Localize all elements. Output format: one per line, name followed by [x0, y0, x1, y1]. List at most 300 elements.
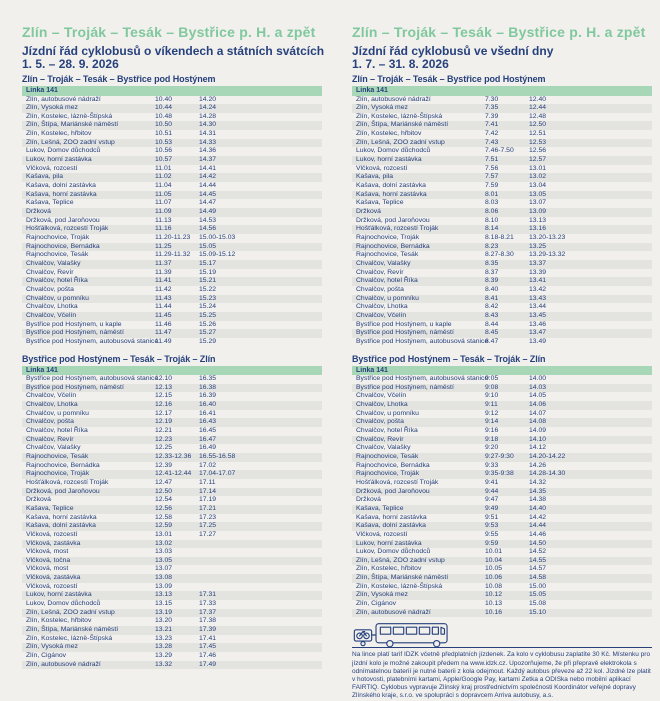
departure-time-1: 12.10	[155, 375, 173, 383]
stop-name: Zlín, Vysoká mez	[26, 104, 78, 112]
timetable-row	[22, 635, 322, 644]
departure-time-1: 10.51	[155, 130, 173, 138]
departure-time-1: 10.01	[485, 548, 503, 556]
stop-name: Rajnochovice, Bernádka	[26, 461, 100, 469]
fare-information-note: Na lince platí tarif IDZK včetně předplatních jízdenek. Za kolo v cyklobusu zaplatíte 30 Kč. Místenku pro jízdní kolo je možné zakoupit předem na www.idzk.cz. Upozorňujeme, že při přepravě elektrokola s odnímatelnou baterií je nutné baterii z kola odejmout. Každý autobus převeze až 22 kol. Jízdné lze platit v hotovosti, platebními kartami, Apple/Google Pay, kartami Zetka a ODISka nebo mobilní aplikací FAIRTIQ. Cyklobus vypravuje Zlínský kraj prostřednictvím společnosti Koordinátor veřejné dopravy Zlínského kraje, s.r.o. ve spolupráci s dopravcem Arriva autobusy, a.s.	[352, 651, 651, 700]
departure-time-2: 14.20	[199, 95, 217, 103]
departure-time-2: 17.25	[199, 522, 217, 530]
stop-name: Lukov, Domov důchodců	[26, 147, 101, 155]
departure-time-2: 12.56	[529, 147, 547, 155]
departure-time-1: 8.03	[485, 199, 499, 207]
departure-time-1: 12.16	[155, 401, 173, 408]
timetable-row	[352, 208, 652, 217]
departure-time-2: 16.49	[199, 444, 217, 452]
timetable-row	[22, 488, 322, 497]
stop-name: Chvalčov, Valašky	[26, 259, 81, 267]
timetable-row	[22, 156, 322, 165]
departure-time-2: 17.14	[199, 487, 217, 495]
departure-time-2: 15.21	[199, 277, 217, 285]
departure-time-1: 7.51	[485, 156, 499, 164]
departure-time-2: 14.33	[199, 138, 217, 146]
departure-time-1: 11.42	[155, 285, 172, 293]
departure-time-1: 7.39	[485, 112, 499, 120]
departure-time-1: 13.15	[155, 600, 173, 608]
timetable-row	[352, 453, 652, 462]
departure-time-2: 17.27	[199, 530, 217, 538]
stop-name: Chvalčov, u pomníku	[356, 294, 419, 302]
timetable-row	[22, 436, 322, 445]
departure-time-2: 15.19	[199, 268, 217, 276]
departure-time-1: 12.39	[155, 461, 173, 469]
departure-time-2: 17.38	[199, 617, 217, 625]
departure-time-1: 8.10	[485, 216, 499, 224]
departure-time-2: 17.33	[199, 600, 217, 608]
departure-time-1: 10.06	[485, 574, 503, 582]
departure-time-2: 17.21	[199, 504, 217, 512]
departure-time-1: 8.43	[485, 311, 499, 319]
departure-time-2: 13.02	[529, 173, 547, 181]
direction-header-return: Bystřice pod Hostýnem – Tesák – Troják – Zlín	[352, 353, 546, 364]
departure-time-2: 14.28	[199, 112, 217, 120]
timetable-row	[22, 617, 322, 626]
departure-time-1: 9:27-9:30	[485, 452, 514, 460]
timetable-row	[22, 199, 322, 208]
departure-time-2: 16.43	[199, 418, 217, 426]
stop-name: Rajnochovice, Tesák	[26, 452, 89, 460]
timetable-row	[352, 303, 652, 312]
departure-time-2: 13.07	[529, 199, 547, 207]
timetable-row	[22, 208, 322, 217]
departure-time-1: 9:41	[485, 478, 499, 486]
stop-name: Chvalčov, Revír	[356, 268, 404, 276]
stop-name: Vlčková, most	[26, 565, 69, 573]
departure-time-2: 13.16	[529, 225, 547, 233]
timetable-row	[22, 557, 322, 566]
departure-time-2: 12.53	[529, 138, 547, 146]
departure-time-1: 8.14	[485, 225, 499, 233]
timetable-row	[352, 548, 652, 557]
stop-name: Zlín, Kostelec, hřbitov	[356, 565, 422, 573]
departure-time-2: 12.57	[529, 156, 547, 164]
timetable-row	[22, 165, 322, 174]
stop-name: Kašava, pila	[356, 173, 394, 181]
departure-time-2: 15.26	[199, 320, 217, 328]
departure-time-1: 7.42	[485, 130, 499, 138]
departure-time-1: 8.01	[485, 190, 499, 198]
timetable-row	[22, 583, 322, 592]
timetable-row	[352, 225, 652, 234]
timetable-row	[352, 182, 652, 191]
stop-name: Zlín, Lešná, ZOO zadní vstup	[26, 608, 115, 616]
departure-time-1: 10.04	[485, 556, 503, 564]
departure-time-1: 7.56	[485, 164, 499, 172]
stop-name: Chvalčov, u pomníku	[356, 409, 419, 417]
timetable-row	[22, 329, 322, 338]
timetable-row	[22, 269, 322, 278]
stop-name: Hošťálková, rozcestí Troják	[26, 478, 109, 486]
departure-time-2: 14.41	[199, 164, 217, 172]
stop-name: Zlín, Cigánov	[356, 600, 397, 608]
date-range: 1. 7. – 31. 8. 2026	[352, 57, 449, 71]
departure-time-1: 11.29-11.32	[155, 251, 191, 259]
timetable-row	[22, 522, 322, 531]
departure-time-2: 14.28-14.30	[529, 470, 566, 478]
timetable-row	[22, 286, 322, 295]
departure-time-1: 13.32	[155, 660, 173, 668]
stop-name: Zlín, Štípa, Mariánské náměstí	[26, 626, 119, 634]
timetable-row	[352, 591, 652, 600]
stop-name: Chvalčov, Valašky	[356, 259, 411, 267]
stop-name: Hošťálková, rozcestí Troják	[26, 225, 109, 233]
timetable-row	[352, 479, 652, 488]
departure-time-1: 7.35	[485, 104, 499, 112]
departure-time-2: 15.05	[199, 242, 217, 250]
departure-time-2: 14.45	[199, 190, 217, 198]
departure-time-2: 17.02	[199, 461, 217, 469]
stop-name: Bystřice pod Hostýnem, autobusová stanice	[26, 337, 159, 345]
timetable-row	[22, 470, 322, 479]
departure-time-2: 17.45	[199, 643, 217, 651]
stop-name: Rajnochovice, Troják	[26, 470, 90, 478]
stop-name: Chvalčov, Revír	[26, 268, 74, 276]
departure-time-1: 11.07	[155, 199, 172, 207]
departure-time-2: 17.11	[199, 478, 216, 486]
stop-name: Chvalčov, hotel Říka	[26, 277, 88, 285]
timetable-row	[352, 410, 652, 419]
departure-time-1: 11.39	[155, 268, 172, 276]
departure-time-1: 11.49	[155, 337, 172, 345]
route-title: Zlín – Troják – Tesák – Bystřice p. H. a zpět	[22, 24, 316, 40]
timetable-row	[22, 410, 322, 419]
departure-time-1: 10.12	[485, 591, 503, 599]
stop-name: Zlín, Kostelec, lázně-Štípská	[356, 582, 443, 590]
direction-header-return: Bystřice pod Hostýnem – Tesák – Troják – Zlín	[22, 353, 216, 364]
stop-name: Kašava, dolní zastávka	[26, 522, 96, 530]
timetable-row	[352, 496, 652, 505]
timetable-outbound	[22, 96, 322, 347]
departure-time-1: 8.44	[485, 320, 499, 328]
departure-time-1: 13.13	[155, 591, 173, 599]
stop-name: Chvalčov, hotel Říka	[356, 426, 418, 434]
stop-name: Rajnochovice, Troják	[26, 234, 90, 241]
stop-name: Rajnochovice, Bernádka	[356, 461, 430, 469]
stop-name: Kašava, dolní zastávka	[26, 182, 96, 190]
timetable-row	[352, 462, 652, 471]
departure-time-2: 13.09	[529, 208, 547, 216]
departure-time-2: 16.45	[199, 426, 217, 434]
departure-time-2: 15.09-15.12	[199, 251, 236, 259]
departure-time-2: 13.20-13.23	[529, 234, 566, 241]
departure-time-2: 14.06	[529, 401, 547, 408]
stop-name: Chvalčov, hotel Říka	[356, 277, 418, 285]
departure-time-1: 11.13	[155, 216, 172, 224]
timetable-row	[22, 182, 322, 191]
departure-time-2: 15.00	[529, 582, 547, 590]
stop-name: Zlín, Vysoká mez	[356, 591, 408, 599]
departure-time-1: 9:20	[485, 444, 499, 452]
departure-time-2: 14.24	[199, 104, 217, 112]
departure-time-2: 16.39	[199, 392, 217, 400]
departure-time-1: 9:08	[485, 383, 499, 391]
timetable-row	[22, 260, 322, 269]
stop-name: Lukov, horní zastávka	[26, 156, 92, 164]
departure-time-1: 9:49	[485, 504, 499, 512]
departure-time-1: 11.37	[155, 259, 172, 267]
line-number-banner: Linka 141	[22, 366, 322, 376]
stop-name: Kašava, horní zastávka	[26, 190, 97, 198]
stop-name: Zlín, autobusové nádraží	[356, 608, 431, 616]
timetable-row	[22, 609, 322, 618]
timetable-row	[22, 626, 322, 635]
departure-time-2: 12.48	[529, 112, 547, 120]
stop-name: Zlín, Vysoká mez	[356, 104, 408, 112]
stop-name: Kašava, horní zastávka	[356, 190, 427, 198]
departure-time-2: 13.37	[529, 259, 547, 267]
timetable-row	[22, 173, 322, 182]
departure-time-1: 13.07	[155, 565, 173, 573]
timetable-row	[352, 173, 652, 182]
departure-time-2: 14.58	[529, 574, 547, 582]
schedule-type-subtitle: Jízdní řád cyklobusů o víkendech a státních svátcích	[22, 44, 325, 58]
timetable-row	[352, 338, 652, 347]
timetable-row	[352, 130, 652, 139]
timetable-row	[22, 104, 322, 113]
departure-time-2: 13.47	[529, 329, 547, 337]
timetable-row	[352, 312, 652, 321]
timetable-row	[352, 295, 652, 304]
timetable-row	[22, 505, 322, 514]
departure-time-2: 14.46	[529, 530, 547, 538]
stop-name: Lukov, Domov důchodců	[26, 600, 101, 608]
timetable-row	[352, 401, 652, 410]
stop-name: Kašava, horní zastávka	[356, 513, 427, 521]
stop-name: Chvalčov, Revír	[26, 435, 74, 443]
timetable-row	[352, 540, 652, 549]
departure-time-1: 9:33	[485, 461, 499, 469]
departure-time-2: 14.56	[199, 225, 217, 233]
departure-time-2: 14.03	[529, 383, 547, 391]
timetable-row	[22, 444, 322, 453]
stop-name: Chvalčov, Včelín	[26, 392, 77, 400]
stop-name: Kašava, horní zastávka	[26, 513, 97, 521]
departure-time-1: 7.43	[485, 138, 499, 146]
departure-time-1: 8.27-8.30	[485, 251, 514, 259]
departure-time-1: 10.13	[485, 600, 503, 608]
departure-time-1: 11.25	[155, 242, 172, 250]
stop-name: Bystřice pod Hostýnem, autobusová stanice	[26, 375, 159, 383]
departure-time-2: 14.44	[529, 522, 547, 530]
stop-name: Rajnochovice, Bernádka	[356, 242, 430, 250]
departure-time-2: 15.22	[199, 285, 217, 293]
stop-name: Zlín, Lešná, ZOO zadní vstup	[26, 138, 115, 146]
line-number-banner: Linka 141	[352, 86, 652, 96]
departure-time-2: 14.12	[529, 444, 547, 452]
timetable-row	[22, 496, 322, 505]
stop-name: Chvalčov, Valašky	[356, 444, 411, 452]
departure-time-2: 13.39	[529, 268, 547, 276]
departure-time-2: 17.39	[199, 626, 217, 634]
timetable-row	[352, 217, 652, 226]
departure-time-1: 13.19	[155, 608, 173, 616]
departure-time-1: 9:16	[485, 426, 499, 434]
timetable-row	[22, 418, 322, 427]
departure-time-2: 14.40	[529, 504, 547, 512]
line-number-banner: Linka 141	[352, 366, 652, 376]
departure-time-2: 14.08	[529, 418, 547, 426]
stop-name: Bystřice pod Hostýnem, autobusová stanice	[356, 375, 489, 383]
departure-time-1: 11.04	[155, 182, 172, 190]
stop-name: Zlín, Lešná, ZOO zadní vstup	[356, 138, 445, 146]
stop-name: Zlín, Kostelec, hřbitov	[26, 130, 92, 138]
timetable-row	[22, 130, 322, 139]
departure-time-2: 14.53	[199, 216, 217, 224]
departure-time-1: 9:12	[485, 409, 499, 417]
departure-time-1: 12.19	[155, 418, 173, 426]
departure-time-1: 8.42	[485, 303, 499, 311]
departure-time-2: 13.01	[529, 164, 547, 172]
departure-time-1: 12.54	[155, 496, 173, 504]
timetable-row	[22, 338, 322, 347]
timetable-row	[352, 286, 652, 295]
stop-name: Rajnochovice, Tesák	[356, 452, 419, 460]
direction-header-outbound: Zlín – Troják – Tesák – Bystřice pod Hostýnem	[352, 74, 546, 84]
departure-time-2: 14.37	[199, 156, 217, 164]
stop-name: Kašava, Teplice	[26, 199, 74, 207]
departure-time-2: 14.55	[529, 556, 547, 564]
route-title: Zlín – Troják – Tesák – Bystřice p. H. a zpět	[352, 24, 646, 40]
stop-name: Chvalčov, Lhotka	[356, 303, 408, 311]
stop-name: Vlčková, rozcestí	[26, 530, 78, 538]
timetable-row	[352, 243, 652, 252]
departure-time-2: 16.47	[199, 435, 217, 443]
timetable-row	[22, 243, 322, 252]
timetable-row	[352, 329, 652, 338]
timetable-row	[22, 540, 322, 549]
stop-name: Rajnochovice, Troják	[356, 234, 420, 241]
stop-name: Vlčková, rozcestí	[26, 164, 78, 172]
departure-time-2: 16.41	[199, 409, 217, 417]
departure-time-1: 8.23	[485, 242, 499, 250]
departure-time-2: 13.05	[529, 190, 547, 198]
stop-name: Chvalčov, pošta	[26, 418, 74, 426]
timetable-row	[22, 303, 322, 312]
departure-time-2: 14.42	[529, 513, 547, 521]
departure-time-1: 13.05	[155, 556, 173, 564]
departure-time-2: 17.46	[199, 652, 217, 660]
departure-time-2: 12.51	[529, 130, 547, 138]
departure-time-1: 8.37	[485, 268, 499, 276]
stop-name: Držková, pod Jaroňovou	[26, 487, 100, 495]
timetable-row	[22, 574, 322, 583]
departure-time-1: 13.23	[155, 634, 173, 642]
departure-time-1: 13.09	[155, 582, 173, 590]
timetable-row	[22, 392, 322, 401]
stop-name: Držková	[26, 208, 51, 216]
departure-time-2: 17.37	[199, 608, 217, 616]
stop-name: Zlín, Kostelec, hřbitov	[26, 617, 92, 625]
departure-time-1: 8.40	[485, 285, 499, 293]
departure-time-1: 10.16	[485, 608, 503, 616]
departure-time-2: 14.31	[199, 130, 217, 138]
timetable-row	[22, 384, 322, 393]
timetable-row	[22, 191, 322, 200]
timetable-row	[352, 96, 652, 105]
date-range: 1. 5. – 28. 9. 2026	[22, 57, 119, 71]
timetable-row	[22, 121, 322, 130]
timetable-row	[352, 147, 652, 156]
stop-name: Držková, pod Jaroňovou	[26, 216, 100, 224]
departure-time-1: 8.47	[485, 337, 499, 345]
departure-time-2: 13.42	[529, 285, 547, 293]
stop-name: Zlín, autobusové nádraží	[26, 95, 101, 103]
timetable-row	[352, 565, 652, 574]
departure-time-1: 8.35	[485, 259, 499, 267]
departure-time-2: 17.23	[199, 513, 217, 521]
departure-time-2: 14.20-14.22	[529, 452, 566, 460]
timetable-row	[22, 217, 322, 226]
departure-time-2: 13.29-13.32	[529, 251, 566, 259]
timetable-row	[22, 401, 322, 410]
departure-time-1: 12.56	[155, 504, 173, 512]
departure-time-1: 10.57	[155, 156, 173, 164]
departure-time-1: 7.59	[485, 182, 499, 190]
stop-name: Kašava, Teplice	[356, 199, 404, 207]
departure-time-2: 14.05	[529, 392, 547, 400]
departure-time-1: 13.02	[155, 539, 173, 547]
stop-name: Vlčková, točna	[26, 556, 71, 564]
stop-name: Rajnochovice, Troják	[356, 470, 420, 478]
timetable-row	[22, 531, 322, 540]
departure-time-1: 11.05	[155, 190, 172, 198]
departure-time-1: 9:14	[485, 418, 499, 426]
stop-name: Vlčková, rozcestí	[356, 164, 408, 172]
departure-time-2: 17.49	[199, 660, 217, 668]
timetable-row	[22, 321, 322, 330]
departure-time-1: 13.28	[155, 643, 173, 651]
direction-header-outbound: Zlín – Troják – Tesák – Bystřice pod Hostýnem	[22, 74, 216, 84]
stop-name: Chvalčov, pošta	[356, 418, 404, 426]
departure-time-1: 12.59	[155, 522, 173, 530]
stop-name: Držková	[356, 208, 381, 216]
departure-time-1: 13.20	[155, 617, 173, 625]
stop-name: Zlín, Kostelec, hřbitov	[356, 130, 422, 138]
timetable-row	[352, 514, 652, 523]
departure-time-2: 13.13	[529, 216, 547, 224]
departure-time-1: 12.21	[155, 426, 173, 434]
departure-time-1: 9:18	[485, 435, 499, 443]
departure-time-1: 11.16	[155, 225, 172, 233]
departure-time-2: 16.40	[199, 401, 217, 408]
timetable-row	[352, 321, 652, 330]
departure-time-2: 15.00-15.03	[199, 234, 236, 241]
stop-name: Kašava, Teplice	[26, 504, 74, 512]
timetable-row	[22, 479, 322, 488]
departure-time-2: 14.57	[529, 565, 547, 573]
departure-time-2: 13.41	[529, 277, 547, 285]
departure-time-2: 13.46	[529, 320, 547, 328]
timetable-row	[352, 165, 652, 174]
departure-time-1: 9:53	[485, 522, 499, 530]
departure-time-1: 11.44	[155, 303, 172, 311]
footer-divider	[352, 622, 652, 648]
departure-time-1: 10.44	[155, 104, 173, 112]
departure-time-2: 14.49	[199, 208, 217, 216]
timetable-row	[352, 531, 652, 540]
departure-time-2: 16.55-16.58	[199, 452, 236, 460]
departure-time-1: 9:51	[485, 513, 499, 521]
timetable-return	[352, 375, 652, 617]
timetable-row	[352, 522, 652, 531]
